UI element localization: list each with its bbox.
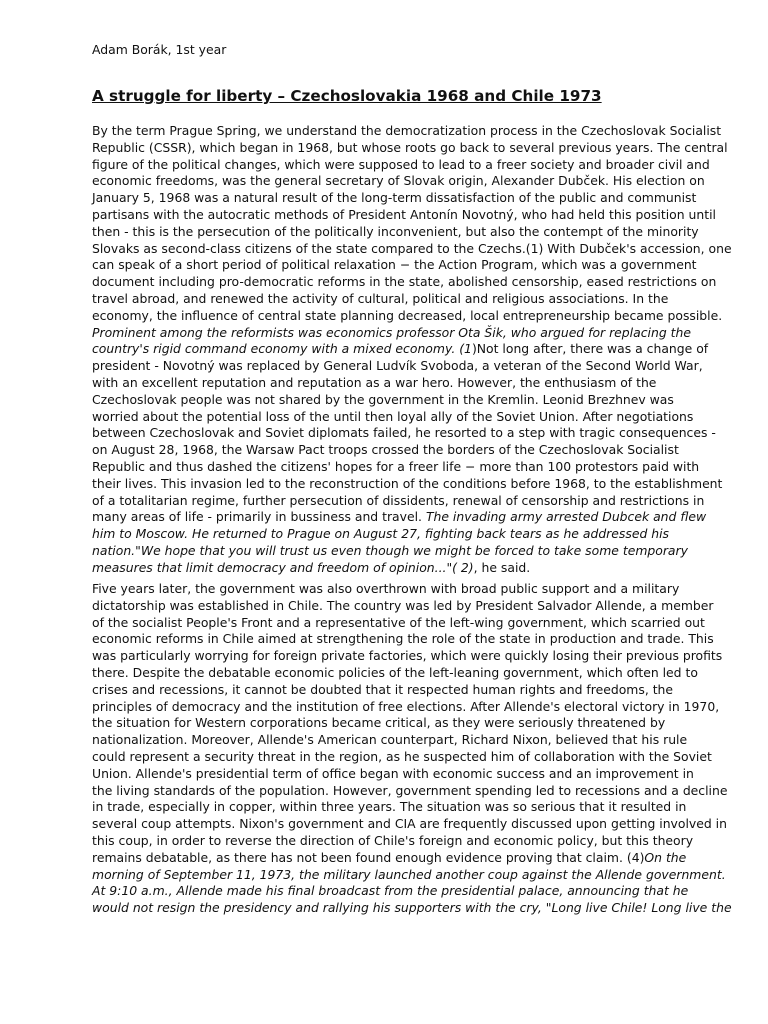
text-line: [92, 732, 688, 749]
text-run: on August 28, 1968, the Warsaw Pact troops crossed the borders of the Czechoslovak Socialist: [92, 442, 679, 458]
text-line: [92, 631, 714, 648]
text-line: [92, 816, 727, 833]
text-line: [92, 614, 705, 632]
text-line: [92, 475, 723, 493]
text-run: the situation for Western corporations became critical, as they were seriously threatened by: [92, 715, 666, 731]
text-run: with an excellent reputation and reputation as a war hero. However, the enthusiasm of the: [92, 374, 657, 390]
text-run: of a totalitarian regime, further persecution of dissidents, renewal of censorship and restrictions in: [92, 492, 705, 508]
text-run: principles of democracy and the institution of free elections. After Allende's electoral victory in 1970,: [92, 698, 720, 714]
italic-text-run: him to Moscow. He returned to Prague on August 27, fighting back tears as he addressed his: [92, 526, 669, 542]
text-line: [92, 682, 682, 699]
text-run: was particularly worrying for foreign private factories, which were quickly losing their previous profits: [92, 648, 723, 664]
text-line: [92, 900, 732, 917]
text-line: [92, 156, 710, 174]
text-line: [92, 849, 687, 867]
text-line: [92, 274, 717, 291]
text-line: [92, 782, 728, 800]
text-run: partisans with the autocratic methods of President Antonín Novotný, who had held this position until: [92, 206, 716, 222]
text-line: [92, 442, 682, 459]
text-run: economic freedoms, was the general secretary of Slovak origin, Alexander Dubček. His election on: [92, 173, 705, 189]
text-run: Slovaks as second-class citizens of the state compared to the Czechs.(1) With Dubček's accession, one: [92, 240, 732, 256]
text-run: By the term Prague Spring, we understand the democratization process in the Czechoslovak Socialist: [92, 123, 722, 138]
italic-text-run: country's rigid command economy with a mixed economy. (1: [92, 341, 472, 357]
text-run: president - Novotný was replaced by General Ludvík Svoboda, a veteran of the Second World War,: [92, 358, 703, 374]
text-line: [92, 392, 682, 409]
text-line: [92, 715, 682, 732]
text-line: [92, 307, 723, 325]
text-run: Union. Allende's presidential term of office began with economic success and an improvement in: [92, 765, 694, 781]
text-run: this coup, in order to reverse the direction of Chile's foreign and economic policy, but this theory: [92, 832, 694, 848]
text-run: Republic (CSSR), which began in 1968, but whose roots go back to several previous years. The central: [92, 139, 728, 155]
text-line: [92, 425, 716, 442]
text-line: [92, 139, 728, 157]
text-run: their lives. This invasion led to the reconstruction of the conditions before 1968, to the establishment: [92, 475, 723, 491]
italic-text-run: Prominent among the reformists was economics professor Ota Šik, who argued for replacing the: [92, 324, 691, 340]
text-line: [92, 883, 689, 900]
text-run: economy, the influence of central state planning decreased, local entrepreneurship became possible.: [92, 307, 723, 323]
italic-text-run: On the: [644, 849, 687, 865]
text-run: could represent a security threat in the region, as he suspected him of collaboration with the Soviet: [92, 748, 712, 764]
text-line: [92, 240, 732, 258]
text-line: [92, 123, 722, 140]
text-line: [92, 648, 723, 665]
text-line: [92, 324, 691, 342]
text-run: can speak of a short period of political relaxation − the Action Program, which was a government: [92, 257, 697, 273]
text-run: document including pro-democratic reforms in the state, abolished censorship, eased restrictions on: [92, 274, 717, 290]
paragraph-czechoslovakia: [92, 123, 732, 577]
italic-text-run: The invading army arrested Dubcek and flew: [425, 509, 707, 525]
italic-text-run: nation."We hope that you will trust us even though we might be forced to take some temporary: [92, 542, 688, 558]
italic-text-run: At 9:10 a.m., Allende made his final broadcast from the presidential palace, announcing that he: [92, 883, 689, 899]
text-run: Republic and thus dashed the citizens' hopes for a freer life − more than 100 protestors paid with: [92, 458, 700, 474]
text-line: [92, 832, 694, 850]
text-line: [92, 799, 687, 816]
paragraph-chile: [92, 581, 732, 917]
text-run: nationalization. Moreover, Allende's American counterpart, Richard Nixon, believed that his rule: [92, 732, 688, 748]
text-line: [92, 560, 682, 577]
text-run: Five years later, the government was also overthrown with broad public support and a military: [92, 581, 680, 596]
text-run: between Czechoslovak and Soviet diplomats failed, he resorted to a step with tragic consequences -: [92, 425, 716, 441]
italic-text-run: would not resign the presidency and rallying his supporters with the cry, "Long live Chile! Long live the: [92, 900, 732, 916]
text-line: [92, 173, 705, 190]
text-run: travel abroad, and renewed the activity of cultural, political and religious associations. In the: [92, 290, 669, 306]
text-run: figure of the political changes, which were supposed to lead to a freer society and broader civil and: [92, 156, 710, 172]
text-run: many areas of life - primarily in bussiness and travel.: [92, 509, 426, 525]
text-run: several coup attempts. Nixon's government and CIA are frequently discussed upon getting involved in: [92, 816, 727, 832]
text-run: there. Despite the debatable economic policies of the left-leaning government, which often led to: [92, 664, 698, 680]
text-run: )Not long after, there was a change of: [471, 341, 709, 357]
text-line: [92, 748, 712, 766]
text-run: then - this is the persecution of the politically inconvenient, but also the contempt of the minority: [92, 223, 699, 239]
text-run: economic reforms in Chile aimed at strengthening the role of the state in production and trade. This: [92, 631, 714, 647]
text-run: dictatorship was established in Chile. The country was led by President Salvador Allende, a member: [92, 597, 714, 613]
text-line: [92, 492, 705, 510]
text-run: remains debatable, as there has not been found enough evidence proving that claim. (4): [92, 849, 645, 865]
author-line: Adam Borák, 1st year: [92, 42, 227, 57]
text-line: [92, 765, 694, 783]
text-line: [92, 358, 703, 375]
text-line: [92, 866, 726, 884]
text-run: January 5, 1968 was a natural result of the long-term dissatisfaction of the public and communist: [92, 190, 697, 206]
document-title: A struggle for liberty – Czechoslovakia 1968 and Chile 1973: [92, 87, 602, 105]
text-run: the living standards of the population. However, government spending led to recessions and a decline: [92, 782, 728, 798]
text-line: [92, 206, 716, 224]
text-line: [92, 581, 682, 598]
text-line: [92, 291, 682, 308]
italic-text-run: measures that limit democracy and freedom of opinion..."( 2): [92, 559, 474, 575]
text-line: [92, 526, 682, 543]
text-line: [92, 542, 688, 560]
text-run: crises and recessions, it cannot be doubted that it respected human rights and freedoms, the: [92, 681, 674, 697]
text-line: [92, 664, 698, 682]
text-line: [92, 190, 697, 207]
text-run: in trade, especially in copper, within three years. The situation was so serious that it resulted in: [92, 799, 687, 815]
text-line: [92, 341, 709, 358]
text-run: Czechoslovak people was not shared by the government in the Kremlin. Leonid Brezhnev was: [92, 391, 674, 407]
text-line: [92, 408, 694, 426]
text-line: [92, 223, 699, 241]
text-line: [92, 257, 697, 274]
text-line: [92, 509, 707, 526]
italic-text-run: morning of September 11, 1973, the military launched another coup against the Allende government.: [92, 866, 726, 882]
text-run: worried about the potential loss of the until then loyal ally of the Soviet Union. After negotiations: [92, 408, 694, 424]
text-line: [92, 698, 720, 716]
text-line: [92, 458, 700, 476]
text-run: , he said.: [473, 559, 531, 575]
text-line: [92, 597, 714, 615]
text-run: of the socialist People's Front and a representative of the left-wing government, which scarried out: [92, 614, 705, 630]
text-line: [92, 375, 682, 392]
